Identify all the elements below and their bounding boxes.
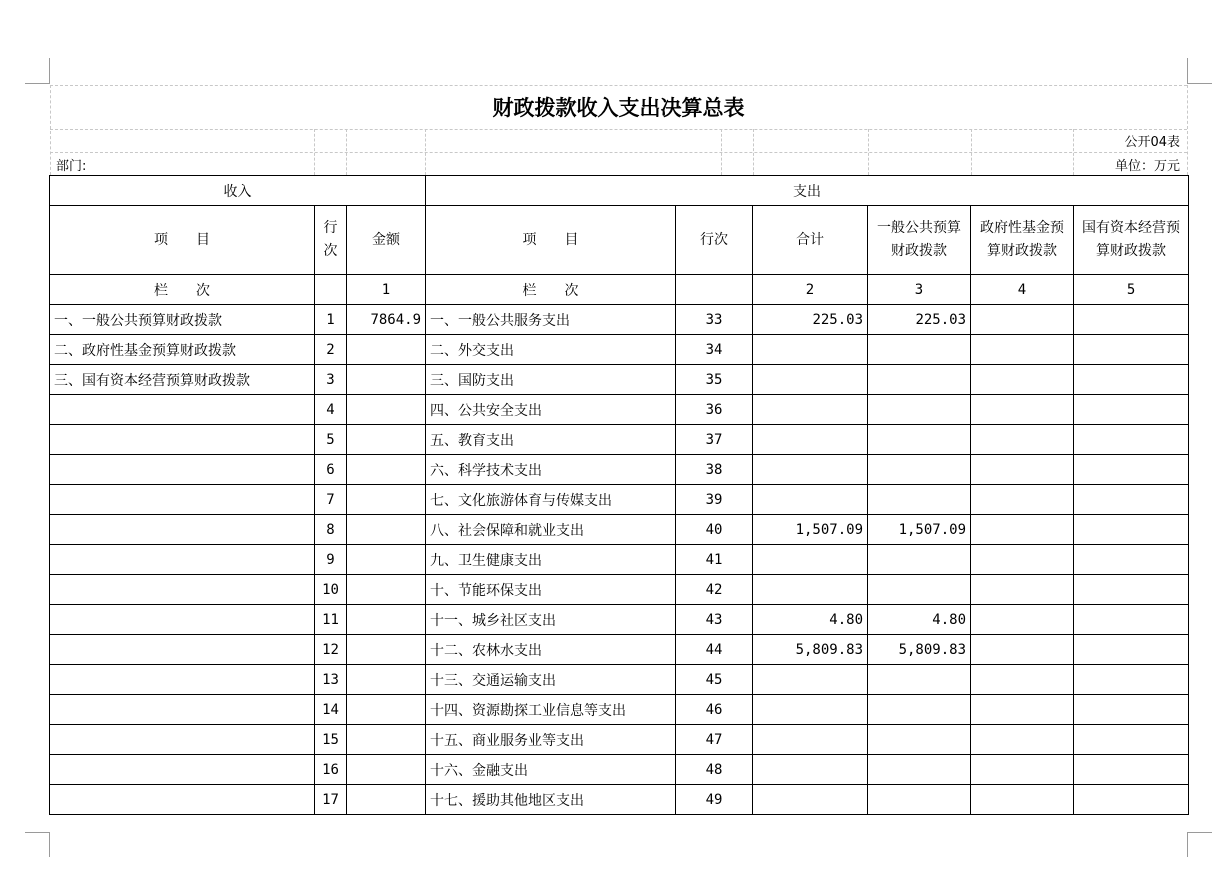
- general-budget-cell: 225.03: [868, 305, 971, 335]
- expense-line-cell: 44: [676, 635, 753, 665]
- expense-item-cell: 五、教育支出: [426, 425, 676, 455]
- income-amount-cell: [347, 545, 426, 575]
- expense-line-cell: 40: [676, 515, 753, 545]
- income-line-cell: 16: [315, 755, 347, 785]
- header-income-amount: 金额: [347, 206, 426, 275]
- total-cell: [753, 725, 868, 755]
- table-row: [50, 755, 1189, 785]
- expense-section-header: 支出: [426, 176, 1189, 206]
- expense-line-cell: 34: [676, 335, 753, 365]
- income-item-cell: [50, 605, 315, 635]
- income-amount-cell: [347, 515, 426, 545]
- general-budget-cell: [868, 755, 971, 785]
- expense-line-cell: 33: [676, 305, 753, 335]
- income-line-cell: 13: [315, 665, 347, 695]
- state-capital-cell: [1074, 515, 1189, 545]
- total-cell: [753, 545, 868, 575]
- table-row: [50, 695, 1189, 725]
- table-row: [50, 425, 1189, 455]
- state-capital-cell: [1074, 335, 1189, 365]
- gridline: [721, 129, 722, 175]
- general-budget-cell: [868, 335, 971, 365]
- header-general-budget: 一般公共预算财政拨款: [868, 206, 971, 275]
- income-amount-cell: 7864.9: [347, 305, 426, 335]
- gov-fund-cell: [971, 485, 1074, 515]
- expense-item-cell: 十四、资源勘探工业信息等支出: [426, 695, 676, 725]
- general-budget-cell: [868, 545, 971, 575]
- expense-item-cell: 九、卫生健康支出: [426, 545, 676, 575]
- header-expense-item: 项 目: [426, 206, 676, 275]
- income-line-cell: 17: [315, 785, 347, 815]
- total-cell: 4.80: [753, 605, 868, 635]
- income-line-cell: 11: [315, 605, 347, 635]
- crop-mark: [49, 832, 50, 857]
- gov-fund-cell: [971, 305, 1074, 335]
- income-line-cell: 4: [315, 395, 347, 425]
- income-line-cell: 1: [315, 305, 347, 335]
- income-line-cell: 8: [315, 515, 347, 545]
- gridline: [346, 129, 347, 175]
- crop-mark: [1187, 832, 1188, 857]
- total-cell: [753, 425, 868, 455]
- crop-mark: [49, 58, 50, 83]
- expense-line-cell: 46: [676, 695, 753, 725]
- expense-line-cell: 48: [676, 755, 753, 785]
- table-body: [50, 305, 1189, 815]
- expense-line-cell: 37: [676, 425, 753, 455]
- gov-fund-cell: [971, 365, 1074, 395]
- header-gov-fund: 政府性基金预算财政拨款: [971, 206, 1074, 275]
- state-capital-cell: [1074, 635, 1189, 665]
- gridline: [971, 129, 972, 175]
- gov-fund-cell: [971, 575, 1074, 605]
- expense-line-cell: 42: [676, 575, 753, 605]
- column-index-blank: [315, 275, 347, 305]
- income-amount-cell: [347, 755, 426, 785]
- income-amount-cell: [347, 605, 426, 635]
- gov-fund-cell: [971, 665, 1074, 695]
- expense-line-cell: 43: [676, 605, 753, 635]
- header-income-item: 项 目: [50, 206, 315, 275]
- income-amount-cell: [347, 575, 426, 605]
- expense-item-cell: 二、外交支出: [426, 335, 676, 365]
- income-item-cell: [50, 755, 315, 785]
- total-cell: [753, 665, 868, 695]
- income-item-cell: 二、政府性基金预算财政拨款: [50, 335, 315, 365]
- table-row: [50, 515, 1189, 545]
- column-index-blank: [676, 275, 753, 305]
- state-capital-cell: [1074, 485, 1189, 515]
- general-budget-cell: [868, 665, 971, 695]
- table-row: [50, 725, 1189, 755]
- section-header-row: [50, 176, 1189, 206]
- expense-item-cell: 十五、商业服务业等支出: [426, 725, 676, 755]
- header-state-capital: 国有资本经营预算财政拨款: [1074, 206, 1189, 275]
- gov-fund-cell: [971, 725, 1074, 755]
- gov-fund-cell: [971, 605, 1074, 635]
- gov-fund-cell: [971, 785, 1074, 815]
- general-budget-cell: [868, 425, 971, 455]
- crop-mark: [1187, 58, 1188, 83]
- gov-fund-cell: [971, 635, 1074, 665]
- state-capital-cell: [1074, 695, 1189, 725]
- income-item-cell: [50, 725, 315, 755]
- general-budget-cell: [868, 395, 971, 425]
- income-item-cell: [50, 485, 315, 515]
- general-budget-cell: [868, 455, 971, 485]
- income-amount-cell: [347, 365, 426, 395]
- table-row: [50, 395, 1189, 425]
- state-capital-cell: [1074, 305, 1189, 335]
- general-budget-cell: [868, 575, 971, 605]
- column-index-row: [50, 275, 1189, 305]
- total-cell: 1,507.09: [753, 515, 868, 545]
- income-item-cell: [50, 635, 315, 665]
- gov-fund-cell: [971, 755, 1074, 785]
- expense-item-cell: 六、科学技术支出: [426, 455, 676, 485]
- income-line-cell: 2: [315, 335, 347, 365]
- header-income-line: 行次: [315, 206, 347, 275]
- gridline: [425, 129, 426, 175]
- table-row: [50, 635, 1189, 665]
- income-item-cell: 一、一般公共预算财政拨款: [50, 305, 315, 335]
- income-line-cell: 3: [315, 365, 347, 395]
- general-budget-cell: [868, 485, 971, 515]
- gridline: [50, 129, 1187, 130]
- income-amount-cell: [347, 485, 426, 515]
- column-index: 2: [753, 275, 868, 305]
- income-amount-cell: [347, 635, 426, 665]
- state-capital-cell: [1074, 455, 1189, 485]
- income-amount-cell: [347, 395, 426, 425]
- state-capital-cell: [1074, 395, 1189, 425]
- total-cell: 225.03: [753, 305, 868, 335]
- table-row: [50, 575, 1189, 605]
- expense-item-cell: 四、公共安全支出: [426, 395, 676, 425]
- gov-fund-cell: [971, 395, 1074, 425]
- expense-line-cell: 41: [676, 545, 753, 575]
- income-item-cell: [50, 785, 315, 815]
- page-title: 财政拨款收入支出决算总表: [492, 95, 745, 120]
- gridline: [50, 85, 1187, 86]
- gov-fund-cell: [971, 515, 1074, 545]
- total-cell: 5,809.83: [753, 635, 868, 665]
- expense-item-cell: 十三、交通运输支出: [426, 665, 676, 695]
- column-index: 3: [868, 275, 971, 305]
- unit-label: 单位：万元: [1114, 159, 1180, 174]
- income-amount-cell: [347, 725, 426, 755]
- column-index-label: 栏 次: [426, 275, 676, 305]
- state-capital-cell: [1074, 425, 1189, 455]
- income-item-cell: [50, 575, 315, 605]
- gridline: [50, 152, 1187, 153]
- expense-item-cell: 十七、援助其他地区支出: [426, 785, 676, 815]
- state-capital-cell: [1074, 785, 1189, 815]
- general-budget-cell: [868, 725, 971, 755]
- expense-item-cell: 八、社会保障和就业支出: [426, 515, 676, 545]
- total-cell: [753, 695, 868, 725]
- column-index: 1: [347, 275, 426, 305]
- gov-fund-cell: [971, 695, 1074, 725]
- table-row: [50, 545, 1189, 575]
- gov-fund-cell: [971, 335, 1074, 365]
- total-cell: [753, 755, 868, 785]
- income-amount-cell: [347, 425, 426, 455]
- department-label: 部门:: [56, 159, 87, 174]
- gridline: [753, 129, 754, 175]
- general-budget-cell: [868, 785, 971, 815]
- total-cell: [753, 485, 868, 515]
- state-capital-cell: [1074, 365, 1189, 395]
- column-index: 5: [1074, 275, 1189, 305]
- income-item-cell: 三、国有资本经营预算财政拨款: [50, 365, 315, 395]
- income-item-cell: [50, 395, 315, 425]
- expense-line-cell: 38: [676, 455, 753, 485]
- total-cell: [753, 785, 868, 815]
- income-amount-cell: [347, 785, 426, 815]
- expense-item-cell: 七、文化旅游体育与传媒支出: [426, 485, 676, 515]
- income-line-cell: 6: [315, 455, 347, 485]
- general-budget-cell: 4.80: [868, 605, 971, 635]
- crop-mark: [25, 832, 50, 833]
- total-cell: [753, 575, 868, 605]
- table-row: [50, 455, 1189, 485]
- gridline: [1187, 85, 1188, 175]
- form-number: 公开04表: [1124, 135, 1180, 150]
- header-expense-line: 行次: [676, 206, 753, 275]
- total-cell: [753, 455, 868, 485]
- state-capital-cell: [1074, 575, 1189, 605]
- income-amount-cell: [347, 695, 426, 725]
- general-budget-cell: 1,507.09: [868, 515, 971, 545]
- table-row: [50, 665, 1189, 695]
- expense-item-cell: 三、国防支出: [426, 365, 676, 395]
- income-item-cell: [50, 455, 315, 485]
- income-line-cell: 5: [315, 425, 347, 455]
- gridline: [1073, 129, 1074, 175]
- state-capital-cell: [1074, 665, 1189, 695]
- state-capital-cell: [1074, 725, 1189, 755]
- income-line-cell: 9: [315, 545, 347, 575]
- income-amount-cell: [347, 665, 426, 695]
- general-budget-cell: 5,809.83: [868, 635, 971, 665]
- table-row: [50, 785, 1189, 815]
- gov-fund-cell: [971, 425, 1074, 455]
- total-cell: [753, 395, 868, 425]
- income-line-cell: 15: [315, 725, 347, 755]
- expense-line-cell: 35: [676, 365, 753, 395]
- income-amount-cell: [347, 455, 426, 485]
- expense-line-cell: 36: [676, 395, 753, 425]
- expense-item-cell: 十二、农林水支出: [426, 635, 676, 665]
- expense-line-cell: 45: [676, 665, 753, 695]
- income-item-cell: [50, 695, 315, 725]
- income-amount-cell: [347, 335, 426, 365]
- table-row: [50, 365, 1189, 395]
- expense-line-cell: 47: [676, 725, 753, 755]
- expense-item-cell: 十六、金融支出: [426, 755, 676, 785]
- income-item-cell: [50, 545, 315, 575]
- expense-item-cell: 十、节能环保支出: [426, 575, 676, 605]
- income-line-cell: 12: [315, 635, 347, 665]
- state-capital-cell: [1074, 545, 1189, 575]
- gov-fund-cell: [971, 545, 1074, 575]
- income-item-cell: [50, 665, 315, 695]
- state-capital-cell: [1074, 605, 1189, 635]
- gov-fund-cell: [971, 455, 1074, 485]
- total-cell: [753, 365, 868, 395]
- income-line-cell: 7: [315, 485, 347, 515]
- crop-mark: [1187, 83, 1212, 84]
- income-line-cell: 14: [315, 695, 347, 725]
- table-row: [50, 485, 1189, 515]
- income-section-header: 收入: [50, 176, 426, 206]
- table-row: [50, 335, 1189, 365]
- general-budget-cell: [868, 695, 971, 725]
- table-row: [50, 305, 1189, 335]
- gridline: [314, 129, 315, 175]
- income-item-cell: [50, 425, 315, 455]
- expense-line-cell: 49: [676, 785, 753, 815]
- crop-mark: [25, 83, 50, 84]
- expense-item-cell: 一、一般公共服务支出: [426, 305, 676, 335]
- general-budget-cell: [868, 365, 971, 395]
- column-index: 4: [971, 275, 1074, 305]
- crop-mark: [1187, 832, 1212, 833]
- expense-line-cell: 39: [676, 485, 753, 515]
- income-item-cell: [50, 515, 315, 545]
- income-line-cell: 10: [315, 575, 347, 605]
- header-total: 合计: [753, 206, 868, 275]
- expense-item-cell: 十一、城乡社区支出: [426, 605, 676, 635]
- column-index-label: 栏 次: [50, 275, 315, 305]
- state-capital-cell: [1074, 755, 1189, 785]
- column-header-row: [50, 206, 1189, 275]
- table-row: [50, 605, 1189, 635]
- total-cell: [753, 335, 868, 365]
- gridline: [868, 129, 869, 175]
- budget-table: [49, 175, 1189, 815]
